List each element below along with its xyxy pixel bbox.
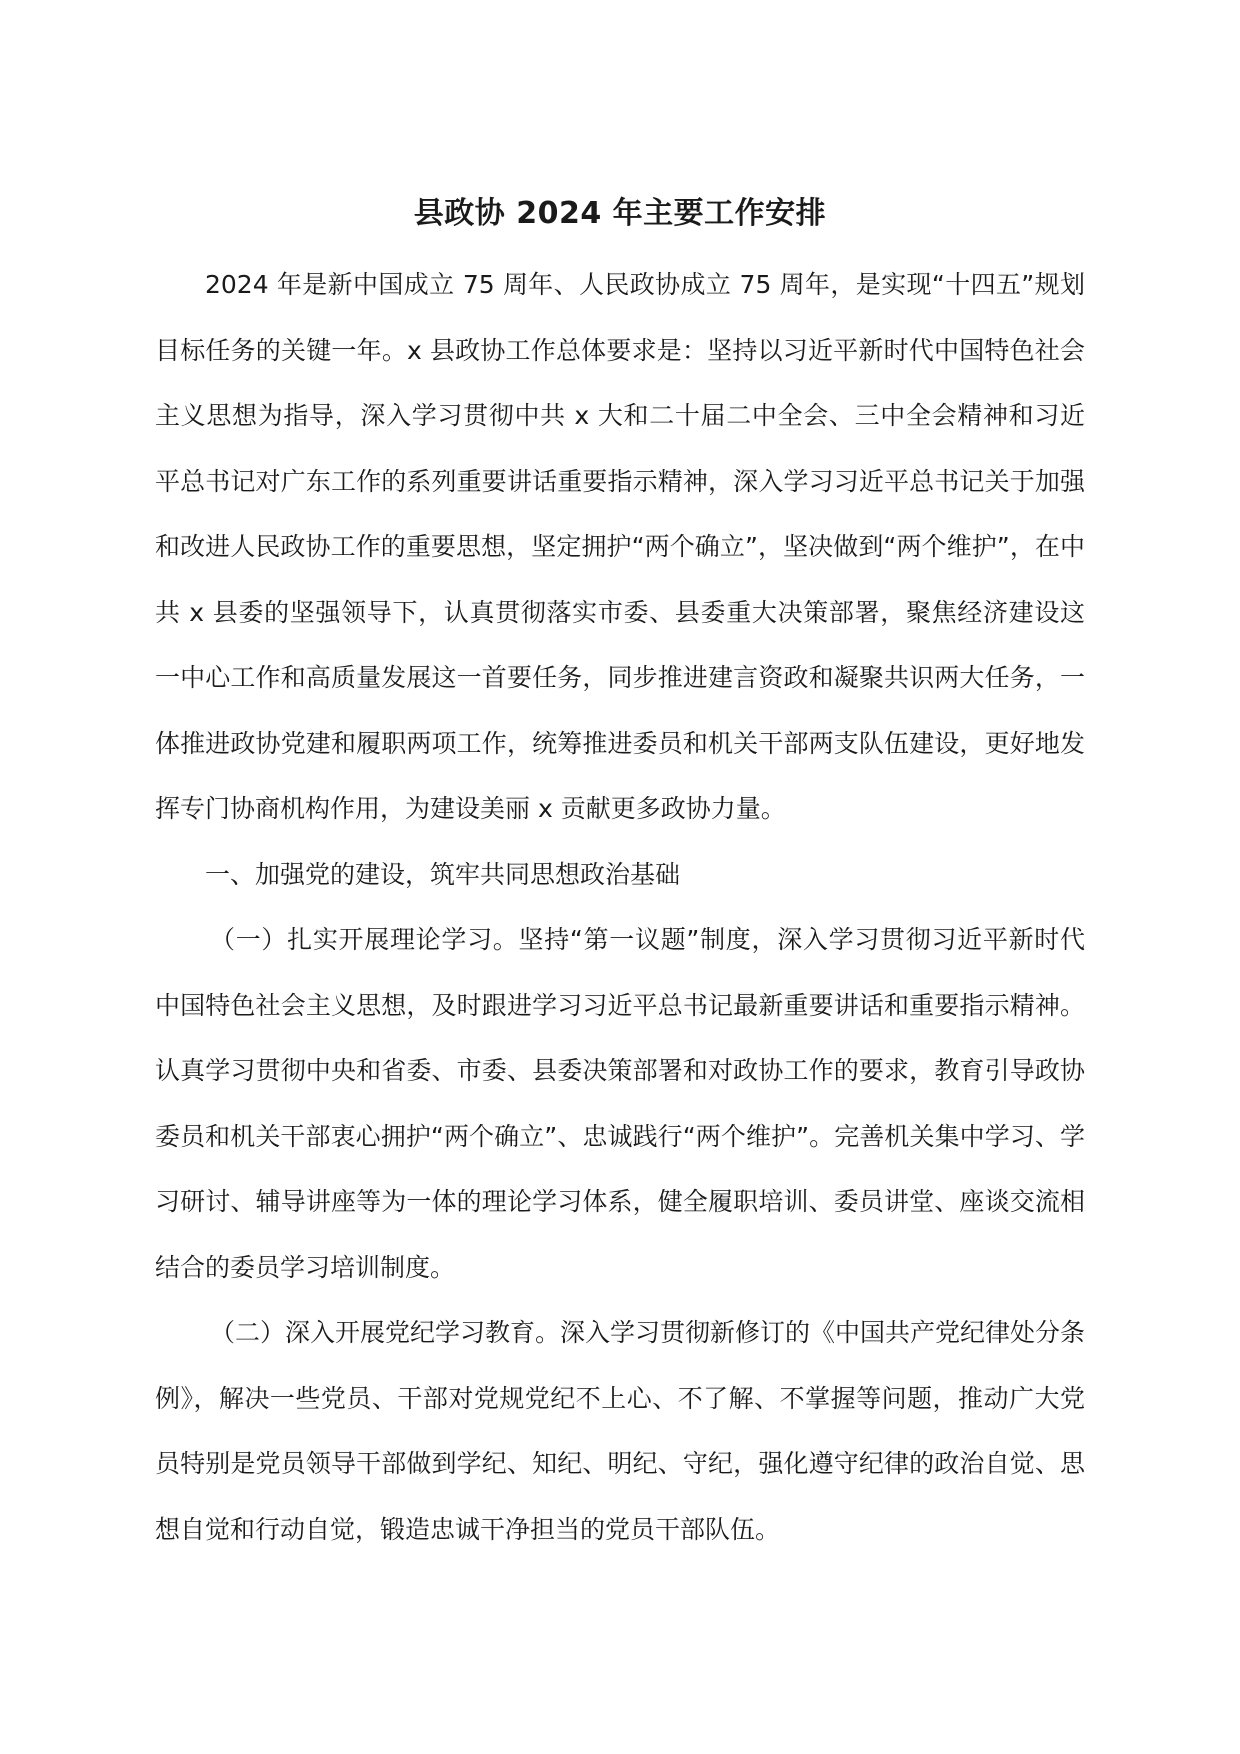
subsection-paragraph-1: （一）扎实开展理论学习。坚持“第一议题”制度，深入学习贯彻习近平新时代中国特色社会主义思想，及时跟进学习习近平总书记最新重要讲话和重要指示精神。认真学习贯彻中央和省委、市委、县委决策部署和对政协工作的要求，教育引导政协委员和机关干部衷心拥护“两个确立”、忠诚践行“两个维护”。完善机关集中学习、学习研讨、辅导讲座等为一体的理论学习体系，健全履职培训、委员讲堂、座谈交流相结合的委员学习培训制度。 [155, 925, 1085, 1282]
intro-paragraph: 2024 年是新中国成立 75 周年、人民政协成立 75 周年，是实现“十四五”规划目标任务的关键一年。x 县政协工作总体要求是：坚持以习近平新时代中国特色社会主义思想为指导，深入学习贯彻中共 x 大和二十届二中全会、三中全会精神和习近平总书记对广东工作的系列重要讲话重要指示精神，深入学习习近平总书记关于加强和改进人民政协工作的重要思想，坚定拥护“两个确立”，坚决做到“两个维护”，在中共 x 县委的坚强领导下，认真贯彻落实市委、县委重大决策部署，聚焦经济建设这一中心工作和高质量发展这一首要任务，同步推进建言资政和凝聚共识两大任务，一体推进政协党建和履职两项工作，统筹推进委员和机关干部两支队伍建设，更好地发挥专门协商机构作用，为建设美丽 x 贡献更多政协力量。 [155, 270, 1085, 823]
document-title: 县政协 2024 年主要工作安排 [413, 196, 827, 231]
subsection-paragraph-2: （二）深入开展党纪学习教育。深入学习贯彻新修订的《中国共产党纪律处分条例》，解决一些党员、干部对党规党纪不上心、不了解、不掌握等问题，推动广大党员特别是党员领导干部做到学纪、知纪、明纪、守纪，强化遵守纪律的政治自觉、思想自觉和行动自觉，锻造忠诚干净担当的党员干部队伍。 [155, 1318, 1086, 1544]
section-heading-1: 一、加强党的建设，筑牢共同思想政治基础 [205, 859, 681, 889]
document-body [155, 252, 1085, 1562]
